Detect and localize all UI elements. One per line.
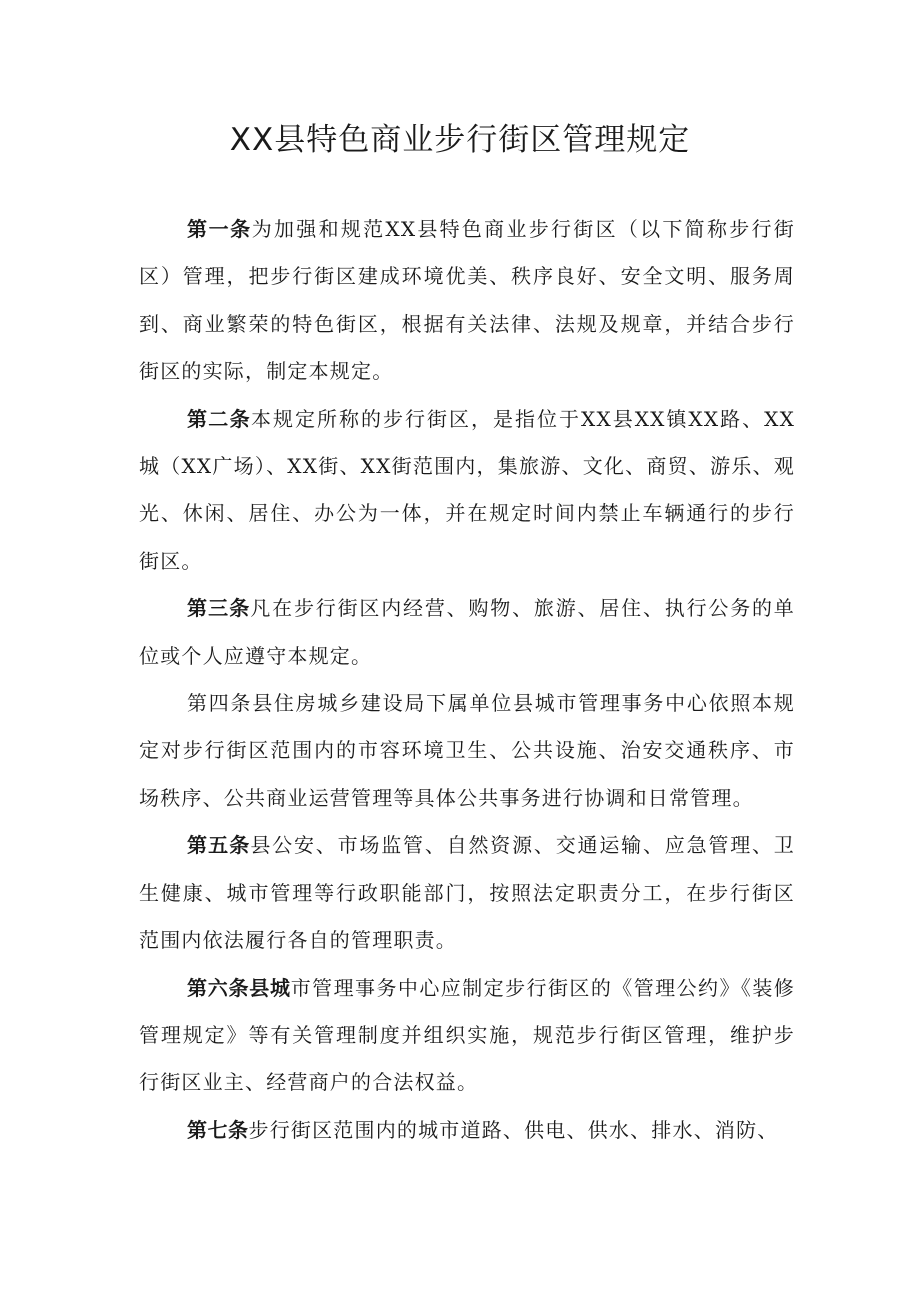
article-6 <box>139 965 795 1107</box>
article-2-label: 第二条 <box>187 406 251 431</box>
document-title: XX县特色商业步行街区管理规定 <box>229 122 691 158</box>
article-4-label: 第四条 <box>187 691 253 716</box>
article-6-text: 市管理事务中心应制定步行街区的《管理公约》《装修管理规定》等有关管理制度并组织实施，规范步行街区管理，维护步行街区业主、经营商户的合法权益。 <box>139 975 795 1095</box>
article-1-text: 为加强和规范XX县特色商业步行街区（以下简称步行街区）管理，把步行街区建成环境优美、秩序良好、安全文明、服务周到、商业繁荣的特色街区，根据有关法律、法规及规章，并结合步行街区的实际，制定本规定。 <box>139 217 795 384</box>
article-7-text: 步行街区范围内的城市道路、供电、供水、排水、消防、 <box>248 1117 779 1142</box>
article-2 <box>139 396 795 586</box>
article-7-label: 第七条 <box>187 1117 249 1142</box>
article-4 <box>139 680 795 822</box>
article-3-text: 凡在步行街区内经营、购物、旅游、居住、执行公务的单位或个人应遵守本规定。 <box>139 596 796 668</box>
article-3-label: 第三条 <box>187 596 251 621</box>
article-5 <box>139 822 795 964</box>
article-2-text: 本规定所称的步行街区，是指位于XX县XX镇XX路、XX城（XX广场）、XX街、XX街范围内，集旅游、文化、商贸、游乐、观光、休闲、居住、办公为一体，并在规定时间内禁止车辆通行的步行街区。 <box>139 406 796 573</box>
article-5-text: 县公安、市场监管、自然资源、交通运输、应急管理、卫生健康、城市管理等行政职能部门，按照法定职责分工，在步行街区范围内依法履行各自的管理职责。 <box>139 833 796 953</box>
article-5-label: 第五条 <box>187 833 251 858</box>
article-4-text: 县住房城乡建设局下属单位县城市管理事务中心依照本规定对步行街区范围内的市容环境卫生、公共设施、治安交通秩序、市场秩序、公共商业运营管理等具体公共事务进行协调和日常管理。 <box>139 691 795 810</box>
article-1-label: 第一条 <box>187 217 252 241</box>
article-1 <box>139 206 795 396</box>
document-body <box>139 206 795 1154</box>
article-3 <box>139 585 795 680</box>
article-6-label: 第六条县城 <box>187 975 291 1000</box>
article-7 <box>139 1107 795 1154</box>
